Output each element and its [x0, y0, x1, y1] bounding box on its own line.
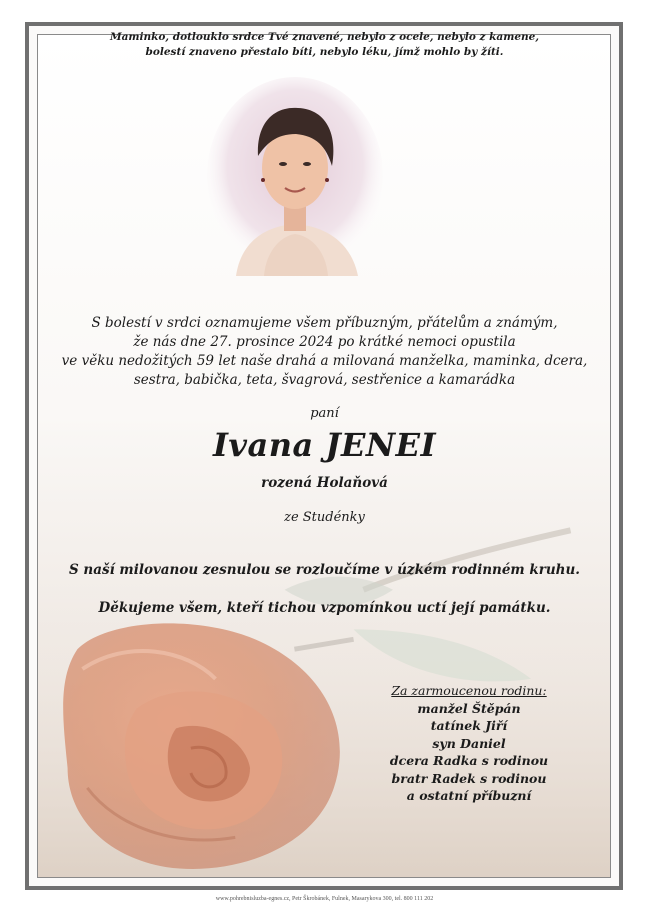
announcement-line: ve věku nedožitých 59 let naše drahá a milovaná manželka, maminka, dcera,: [61, 353, 588, 369]
salutation: paní: [310, 406, 339, 421]
family-member: syn Daniel: [432, 735, 506, 751]
maiden-name: rozená Holaňová: [261, 475, 388, 491]
thanks-note: Děkujeme všem, kteří tichou vzpomínkou uctí její památku.: [98, 600, 551, 616]
family-list: [380, 682, 558, 805]
announcement-line: sestra, babička, teta, švagrová, sestřenice a kamarádka: [133, 372, 516, 388]
footer-imprint: www.pohrebnisluzba-egnes.cz, Petr Škrobánek, Fulnek, Masarykova 300, tel. 800 111 202: [215, 896, 434, 902]
announcement: [0, 314, 649, 390]
deceased-name: Ivana JENEI: [212, 426, 437, 464]
family-member: bratr Radek s rodinou: [391, 770, 547, 786]
family-member: dcera Radka s rodinou: [389, 753, 549, 768]
family-heading: Za zarmoucenou rodinu:: [391, 683, 547, 698]
farewell-note: S naší milovanou zesnulou se rozloučíme v úzkém rodinném kruhu.: [68, 562, 581, 578]
family-member: manžel Štěpán: [417, 700, 521, 716]
family-member: tatínek Jiří: [430, 718, 508, 733]
verse-line: bolestí znaveno přestalo bíti, nebylo léku, jímž mohlo by žíti.: [145, 46, 504, 58]
announcement-line: že nás dne 27. prosince 2024 po krátké nemoci opustila: [133, 334, 516, 350]
announcement-line: S bolestí v srdci oznamujeme všem příbuzným, přátelům a známým,: [91, 315, 558, 331]
origin: ze Studénky: [284, 510, 365, 525]
verse: [0, 30, 649, 60]
family-member: a ostatní příbuzní: [406, 788, 532, 803]
portrait-photo: [206, 76, 384, 276]
verse-line: Maminko, dotlouklo srdce Tvé znavené, nebylo z ocele, nebylo z kamene,: [109, 31, 539, 43]
